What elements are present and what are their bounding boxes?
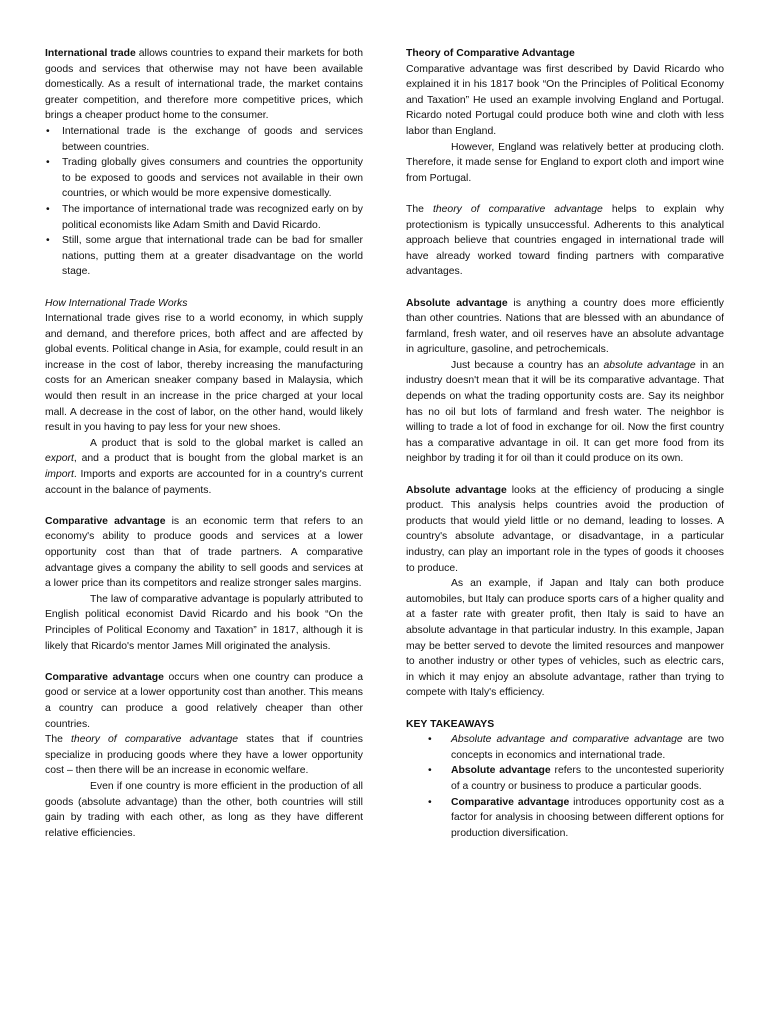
- theory-paragraph-2: However, England was relatively better at producing cloth. Therefore, it made sense for England to export cloth and import wine from Portugal.: [406, 141, 724, 184]
- intro-paragraph: International trade allows countries to expand their markets for both goods and services that otherwise may not have been available domestically. As a result of international trade, the market contains greater competition, and therefore more competitive prices, which brings a cheaper product home to the consumer.: [45, 48, 363, 122]
- comparative-paragraph-3: Comparative advantage occurs when one country can produce a good or service at a lower opportunity cost than another. This means a country can produce a good relatively cheaper than other countries.: [45, 671, 363, 730]
- theory-paragraph-3: The theory of comparative advantage helps to explain why protectionism is typically unsuccessful. Adherents to this analytical approach believe that countries engaged in international trade will have already worked toward finding partners with comparative advantages.: [406, 203, 724, 278]
- right-column: [406, 46, 724, 841]
- left-column: [45, 46, 363, 841]
- absolute-paragraph-3: Absolute advantage looks at the efficiency of producing a single product. This analysis helps countries avoid the production of products that would yield little or no demand, leading to losses. A country's absolute advantage, or disadvantage, in a particular industry, can play an important role in the types of goods it chooses to produce.: [406, 484, 724, 574]
- list-item: • The importance of international trade was recognized early on by political economists like Adam Smith and David Ricardo.: [45, 202, 363, 233]
- comparative-paragraph-5: Even if one country is more efficient in the production of all goods (absolute advantage) than the other, both countries will still gain by trading with each other, as long as they have different relative efficiencies.: [45, 780, 363, 839]
- key-takeaways-list: [406, 732, 724, 841]
- list-item: • Absolute advantage and comparative advantage are two concepts in economics and international trade.: [406, 732, 724, 763]
- list-item: • Still, some argue that international trade can be bad for smaller nations, putting them at a greater disadvantage on the world stage.: [45, 233, 363, 280]
- absolute-paragraph-4: As an example, if Japan and Italy can both produce automobiles, but Italy can produce sports cars of a higher quality and at a faster rate with greater profit, then Italy is said to have an absolute advantage in that particular industry. In this example, Japan may be better served to devote the limited resources and manpower to another industry or other types of vehicles, such as electric cars, in which it may enjoy an absolute advantage, rather than trying to compete with Italy's efficiency.: [406, 578, 724, 699]
- intro-bullet-list: [45, 124, 363, 280]
- list-item: • Trading globally gives consumers and countries the opportunity to be exposed to goods and services not available in their own countries, or which would be more expensive domestically.: [45, 155, 363, 202]
- how-paragraph-2: A product that is sold to the global market is called an export, and a product that is bought from the global market is an import. Imports and exports are accounted for in a country's current account in the balance of payments.: [45, 437, 363, 496]
- how-paragraph-1: International trade gives rise to a world economy, in which supply and demand, and therefore prices, both affect and are affected by global events. Political change in Asia, for example, could result in an increase in the cost of labor, thereby increasing the manufacturing costs for an American sneaker company based in Malaysia, which would then result in an increase in the price charged at your local mall. A decrease in the cost of labor, on the other hand, would likely result in you having to pay less for your new shoes.: [45, 313, 363, 434]
- theory-paragraph-1: Comparative advantage was first described by David Ricardo who explained it in his 1817 book “On the Principles of Political Economy and Taxation” He used an example involving England and Portugal. Ricardo noted Portugal could produce both wine and cloth with less labor than England.: [406, 63, 724, 137]
- key-takeaways-heading: KEY TAKEAWAYS: [406, 718, 495, 730]
- absolute-paragraph-2: Just because a country has an absolute advantage in an industry doesn't mean that it will be its comparative advantage. That depends on what the trading opportunity costs are. Say its neighbor has no oil but lots of farmland and fresh water. The neighbor is willing to trade a lot of food in exchange for oil. Now the first country has a comparative advantage in oil. It can get more food from its neighbor by trading it for oil than it could produce on its own.: [406, 359, 724, 465]
- absolute-paragraph-1: Absolute advantage is anything a country does more efficiently than other countries. Nations that are blessed with an abundance of farmland, fresh water, and oil reserves have an absolute advantage in agriculture, gasoline, and petrochemicals.: [406, 297, 724, 356]
- comparative-paragraph-1: Comparative advantage is an economic term that refers to an economy's ability to produce goods and services at a lower opportunity cost than that of trade partners. A comparative advantage gives a company the ability to sell goods and services at a lower price than its competitors and realize stronger sales margins.: [45, 515, 363, 590]
- list-item: • Absolute advantage refers to the uncontested superiority of a country or business to produce a particular goods.: [406, 763, 724, 794]
- comparative-paragraph-4: The theory of comparative advantage states that if countries specialize in producing goods where they have a lower opportunity cost – then there will be an increase in economic welfare.: [45, 734, 363, 777]
- list-item: • International trade is the exchange of goods and services between countries.: [45, 124, 363, 155]
- list-item: • Comparative advantage introduces opportunity cost as a factor for analysis in choosing between different options for production diversification.: [406, 795, 724, 842]
- intro-term: International trade: [45, 48, 136, 59]
- comparative-paragraph-2: The law of comparative advantage is popularly attributed to English political economist David Ricardo and his book “On the Principles of Political Economy and Taxation” in 1817, although it is likely that Ricardo's mentor James Mill originated the analysis.: [45, 593, 363, 652]
- theory-heading: Theory of Comparative Advantage: [406, 48, 575, 59]
- how-heading: How International Trade Works: [45, 297, 188, 309]
